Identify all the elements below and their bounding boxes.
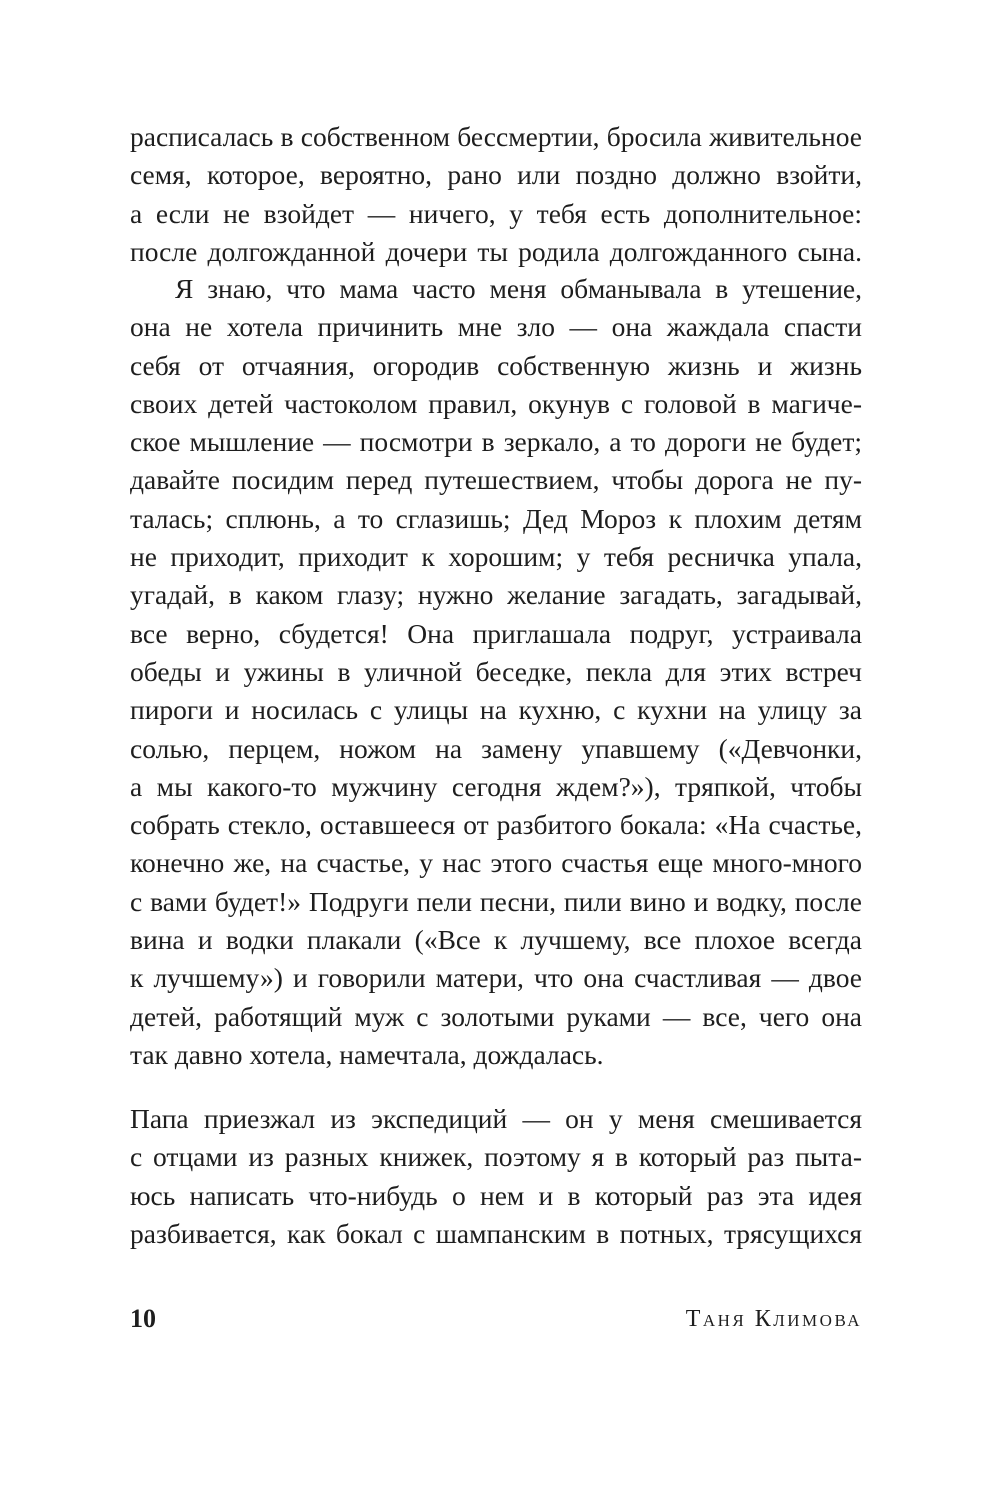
text-line: разбивается, как бокал с шампанским в потных, трясущихся	[130, 1217, 862, 1249]
text-line: а мы какого-то мужчину сегодня ждем?»), тряпкой, чтобы	[130, 770, 862, 802]
text-line: юсь написать что-нибудь о нем и в который раз эта идея	[130, 1179, 862, 1211]
text-line: к лучшему») и говорили матери, что она счастливая — двое	[130, 962, 862, 994]
text-line: давайте посидим перед путешествием, чтобы дорога не пу-	[130, 464, 862, 496]
paragraph-3	[130, 1100, 862, 1253]
text-line: Я знаю, что мама часто меня обманывала в утешение,	[175, 273, 862, 304]
text-line: семя, которое, вероятно, рано или поздно должно взойти,	[130, 159, 862, 191]
text-line: Папа приезжал из экспедиций — он у меня смешивается	[130, 1103, 862, 1134]
text-line: расписалась в собственном бессмертии, бросила живительное	[130, 121, 862, 152]
text-line: с вами будет!» Подруги пели песни, пили вино и водку, после	[130, 885, 862, 917]
text-line: угадай, в каком глазу; нужно желание загадать, загадывай,	[130, 579, 862, 611]
paragraph-1	[130, 118, 862, 271]
text-line: пироги и носилась с улицы на кухню, с кухни на улицу за	[130, 694, 862, 726]
text-line: своих детей частоколом правил, окунув с головой в магиче-	[130, 387, 862, 419]
page-footer	[130, 1304, 862, 1334]
text-line: вина и водки плакали («Все к лучшему, все плохое всегда	[130, 924, 862, 956]
page-number: 10	[130, 1304, 156, 1333]
text-line: конечно же, на счастье, у нас этого счастья еще много-много	[130, 847, 862, 879]
text-line: солью, перцем, ножом на замену упавшему («Девчонки,	[130, 732, 862, 764]
text-line: ское мышление — посмотри в зеркало, а то дороги не будет;	[130, 426, 862, 458]
text-line: с отцами из разных книжек, поэтому я в который раз пыта-	[130, 1141, 862, 1173]
text-line: она не хотела причинить мне зло — она жаждала спасти	[130, 311, 862, 343]
paragraph-2	[130, 270, 862, 1074]
text-line: себя от отчаяния, огородив собственную жизнь и жизнь	[130, 349, 862, 381]
text-line: после долгожданной дочери ты родила долгожданного сына.	[130, 235, 862, 267]
text-line: не приходит, приходит к хорошим; у тебя ресничка упала,	[130, 541, 862, 573]
text-line: все верно, сбудется! Она приглашала подруг, устраивала	[130, 617, 862, 649]
text-line: так давно хотела, намечтала, дождалась.	[130, 1038, 604, 1070]
text-line: обеды и ужины в уличной беседке, пекла для этих встреч	[130, 655, 862, 687]
text-line: собрать стекло, оставшееся от разбитого бокала: «На счастье,	[130, 809, 862, 841]
running-footer-author: Таня Климова	[685, 1306, 862, 1332]
text-line: а если не взойдет — ничего, у тебя есть дополнительное:	[130, 197, 862, 229]
text-line: детей, работящий муж с золотыми руками — все, чего она	[130, 1000, 862, 1032]
text-line: талась; сплюнь, а то сглазишь; Дед Мороз к плохим детям	[130, 502, 862, 534]
